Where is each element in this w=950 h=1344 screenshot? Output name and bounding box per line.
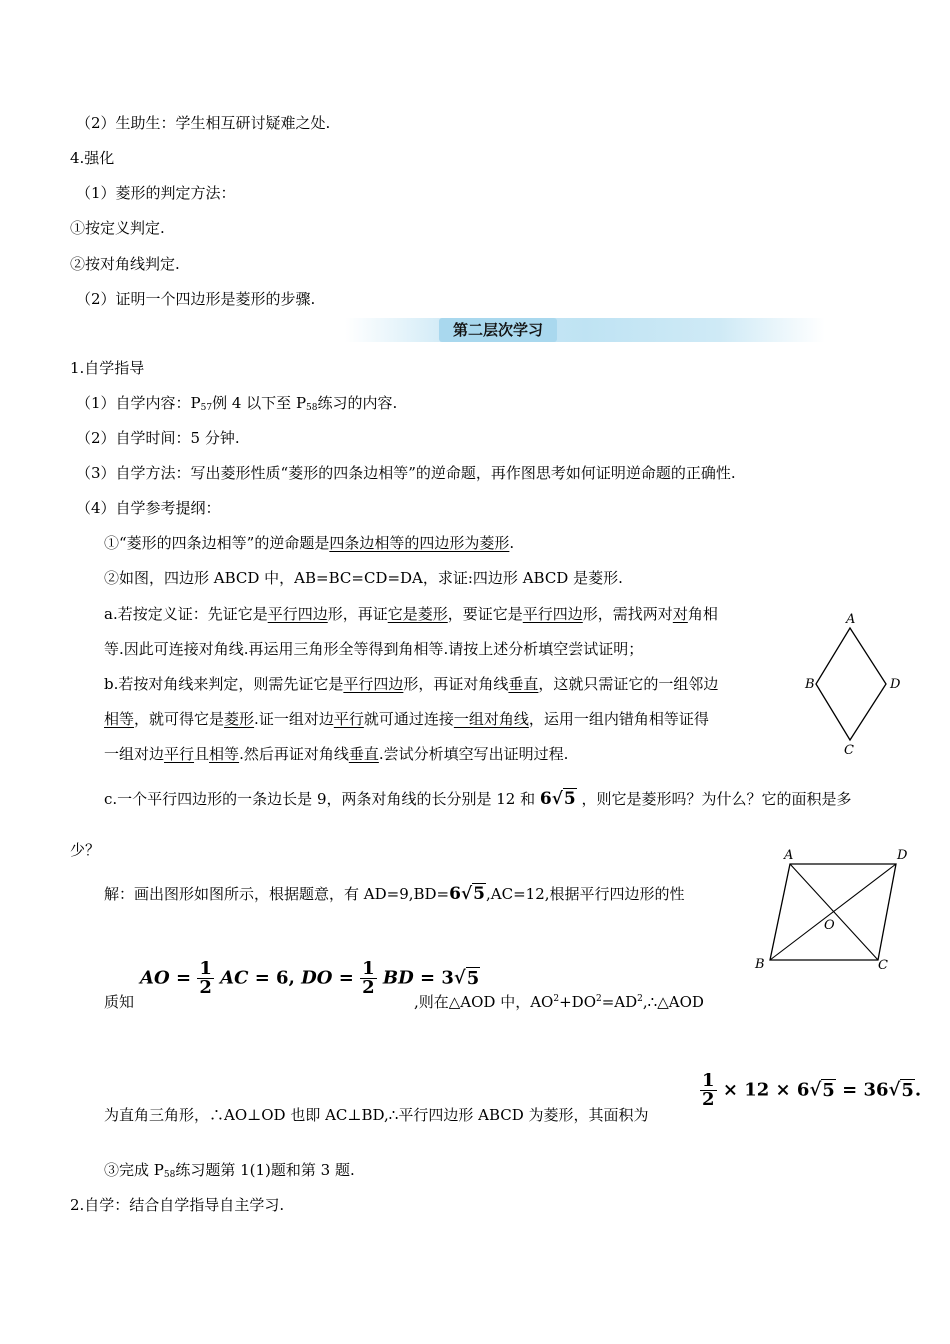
line-solution-1: 解：画出图形如图所示，根据题意，有 AD=9,BD=6√5,AC=12,根据平行四边形的性 — [104, 884, 685, 904]
line-solution-2-prefix: 质知 — [104, 993, 135, 1011]
rhombus-label-a: A — [846, 612, 856, 627]
line-solution-3: 为直角三角形，∴AO⊥OD 也即 AC⊥BD,∴平行四边形 ABCD 为菱形，其面积为 — [104, 1106, 649, 1124]
line-given: ②如图，四边形 ABCD 中，AB=BC=CD=DA，求证:四边形 ABCD 是菱形. — [104, 569, 623, 587]
line-exercises: ③完成 $P_{58}$练习题第 1(1)题和第 3 题. — [104, 1161, 355, 1180]
line-b-1: b.若按对角线来判定，则需先证它是平行四边形，再证对角线垂直，这就只需证它的一组邻边 — [104, 675, 719, 693]
rhombus-label-d: D — [890, 677, 901, 692]
heading-strengthen: 4.强化 — [70, 149, 115, 167]
line-by-definition: ①按定义判定. — [70, 219, 165, 237]
para-label-d: D — [897, 848, 908, 863]
area-equation: $\frac{1}{2}$ × 12 × 6√5 = 36√5. — [702, 1070, 922, 1110]
line-a-1: a.若按定义证：先证它是平行四边形，再证它是菱形，要证它是平行四边形，需找两对对角相 — [104, 605, 718, 623]
diagonal-ac — [790, 864, 878, 960]
line-proof-steps: （2）证明一个四边形是菱形的步骤. — [76, 290, 316, 308]
rhombus-label-c: C — [844, 743, 854, 758]
heading-self-study-guide: 1.自学指导 — [70, 359, 145, 377]
para-label-a: A — [784, 848, 794, 863]
line-self-study: 2.自学：结合自学指导自主学习. — [70, 1196, 285, 1214]
parallelogram-figure — [748, 845, 918, 975]
line-study-method: （3）自学方法：写出菱形性质“菱形的四条边相等”的逆命题，再作图思考如何证明逆命题的正确性. — [76, 464, 736, 482]
line-c-problem-end: 少？ — [70, 841, 101, 859]
six-root-five: 6√5 — [539, 789, 576, 809]
para-label-o: O — [824, 918, 835, 933]
line-study-content: （1）自学内容：$P_{57}$例 4 以下至 $P_{58}$练习的内容. — [76, 394, 398, 413]
line-b-2: 相等，就可得它是菱形.证一组对边平行就可通过连接一组对角线，运用一组内错角相等证得 — [104, 710, 709, 728]
line-by-diagonal: ②按对角线判定. — [70, 255, 180, 273]
line-a-2: 等.因此可连接对角线.再运用三角形全等得到角相等.请按上述分析填空尝试证明； — [104, 640, 644, 658]
rhombus-label-b: B — [805, 677, 815, 692]
para-label-c: C — [878, 958, 888, 973]
line-solution-2: ,则在△AOD 中，$AO^2+DO^2=AD^2,\therefore\triangle AOD$ — [414, 993, 704, 1011]
section-banner-background — [345, 318, 825, 342]
line-study-outline: （4）自学参考提纲： — [76, 499, 221, 517]
bd-value: 6√5 — [449, 884, 486, 904]
rhombus-shape — [816, 628, 886, 740]
half-diagonals-equation: AO = $\frac{1}{2}$ AC = 6, DO = $\frac{1}{2}$ BD = 3√5 — [140, 958, 480, 998]
rhombus-figure — [802, 608, 912, 758]
para-label-b: B — [755, 957, 765, 972]
line-b-3: 一组对边平行且相等.然后再证对角线垂直.尝试分析填空写出证明过程. — [104, 745, 569, 763]
line-converse: ①“菱形的四条边相等”的逆命题是四条边相等的四边形为菱形. — [104, 534, 515, 552]
diagonal-bd — [770, 864, 896, 960]
line-study-time: （2）自学时间：5 分钟. — [76, 429, 240, 447]
line-methods: （1）菱形的判定方法： — [76, 184, 236, 202]
line-peer-help: （2）生助生：学生相互研讨疑难之处. — [76, 114, 331, 132]
section-banner-title: 第二层次学习 — [439, 318, 557, 342]
line-c-problem: c.一个平行四边形的一条边长是 9，两条对角线的长分别是 12 和 6√5 ，则它是菱形吗？为什么？它的面积是多 — [104, 789, 852, 809]
